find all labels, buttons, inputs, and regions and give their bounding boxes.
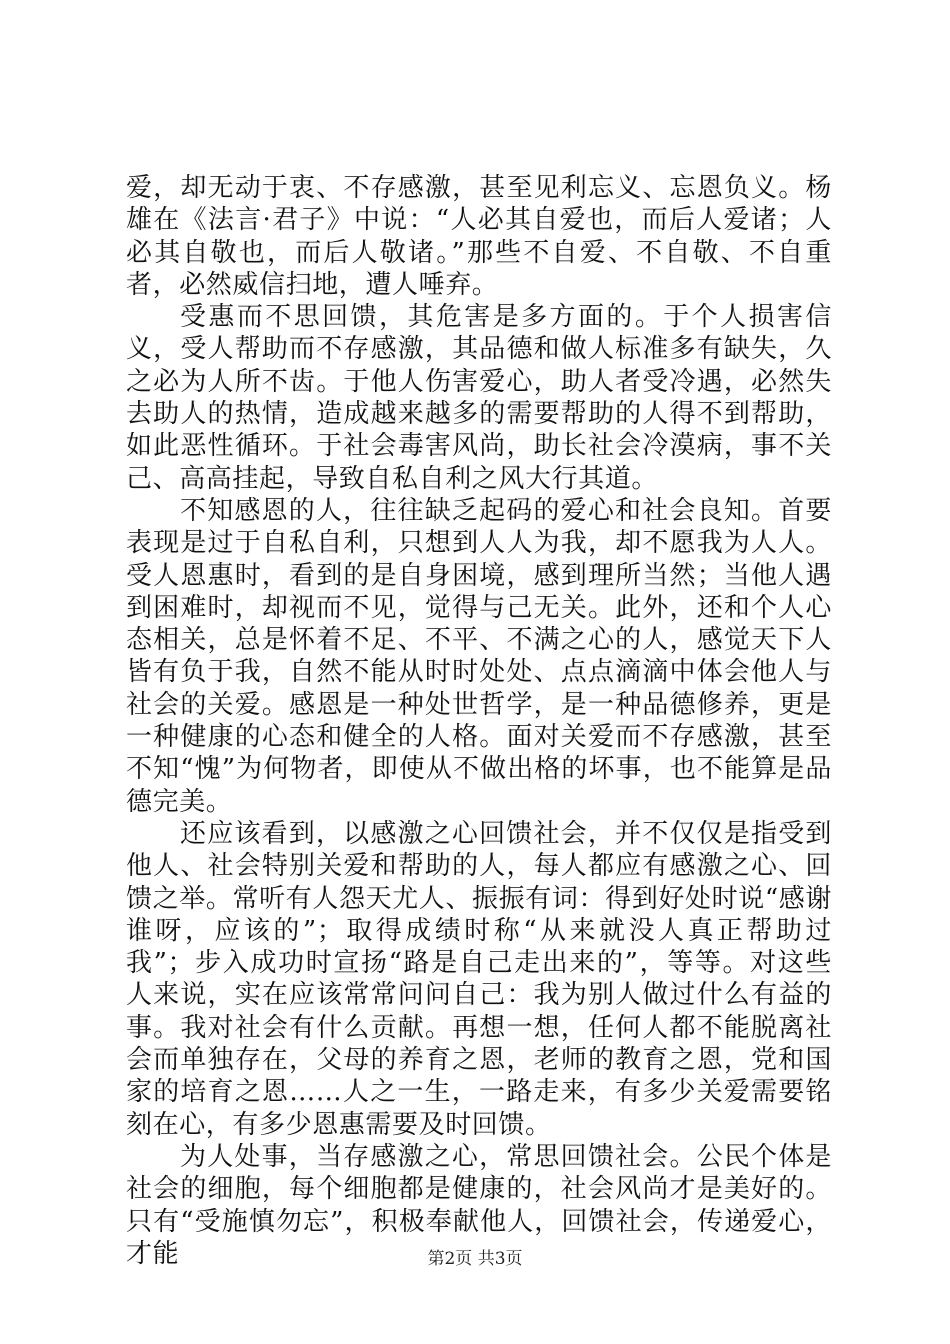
paragraph: 受惠而不思回馈，其危害是多方面的。于个人损害信义，受人帮助而不存感激，其品德和做人标准多有缺失，久之必为人所不齿。于他人伤害爱心，助人者受冷遇，必然失去助人的热情，造成越来越多的需要帮助的人得不到帮助，如此恶性循环。于社会毒害风尚，助长社会冷漠病，事不关己、高高挂起，导致自私自利之风大行其道。 (126, 302, 832, 494)
paragraph-continued: 爱，却无动于衷、不存感激，甚至见利忘义、忘恩负义。杨雄在《法言·君子》中说：“人必其自爱也，而后人爱诸；人必其自敬也，而后人敬诸。”那些不自爱、不自敬、不自重者，必然威信扫地，遭人唾弃。 (126, 173, 832, 300)
paragraph: 为人处事，当存感激之心，常思回馈社会。公民个体是社会的细胞，每个细胞都是健康的，社会风尚才是美好的。只有“受施慎勿忘”，积极奉献他人，回馈社会，传递爱心，才能 (126, 1141, 832, 1269)
document-body (126, 172, 832, 1270)
page-number-footer: 第2页 共3页 (427, 1249, 523, 1269)
paragraph: 还应该看到，以感激之心回馈社会，并不仅仅是指受到他人、社会特别关爱和帮助的人，每人都应有感激之心、回馈之举。常听有人怨天尤人、振振有词：得到好处时说“感谢谁呀，应该的”；取得成绩时称“从来就没人真正帮助过我”；步入成功时宣扬“路是自己走出来的”，等等。对这些人来说，实在应该常常问问自己：我为别人做过什么有益的事。我对社会有什么贡献。再想一想，任何人都不能脱离社会而单独存在，父母的养育之恩，老师的教育之恩，党和国家的培育之恩……人之一生，一路走来，有多少关爱需要铭刻在心，有多少恩惠需要及时回馈。 (126, 818, 832, 1140)
paragraph: 不知感恩的人，往往缺乏起码的爱心和社会良知。首要表现是过于自私自利，只想到人人为我，却不愿我为人人。受人恩惠时，看到的是自身困境，感到理所当然；当他人遇到困难时，却视而不见，觉得与己无关。此外，还和个人心态相关，总是怀着不足、不平、不满之心的人，感觉天下人皆有负于我，自然不能从时时处处、点点滴滴中体会他人与社会的关爱。感恩是一种处世哲学，是一种品德修养，更是一种健康的心态和健全的人格。面对关爱而不存感激，甚至不知“愧”为何物者，即使从不做出格的坏事，也不能算是品德完美。 (126, 495, 832, 817)
